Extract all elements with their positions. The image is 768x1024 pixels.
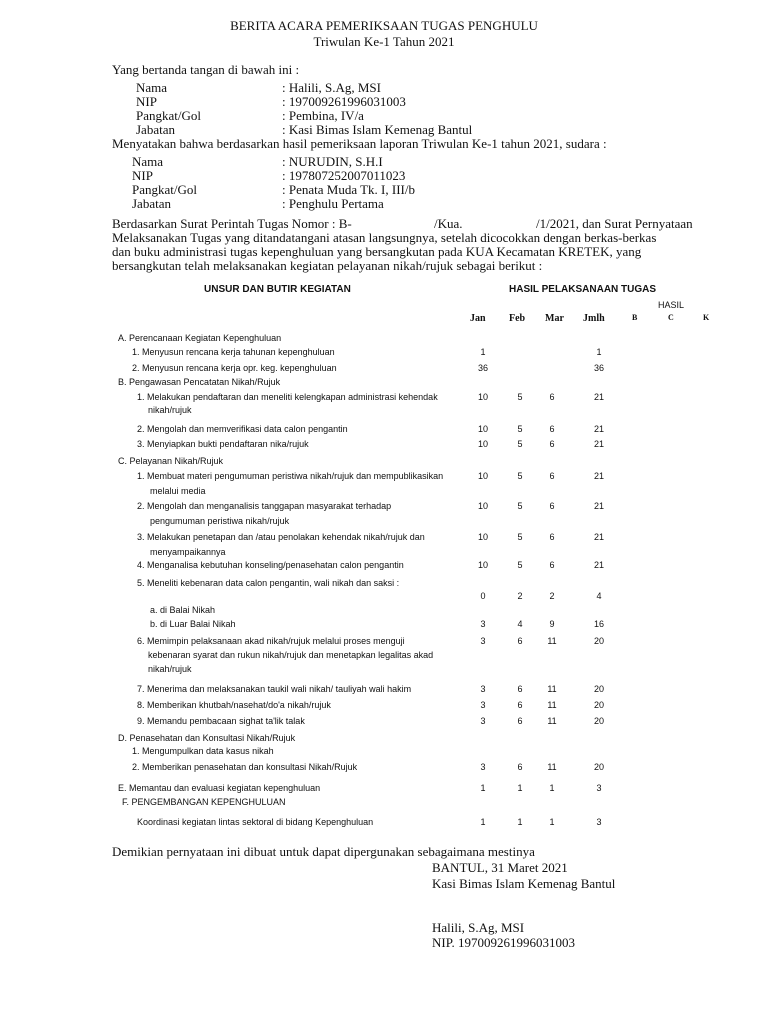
row-value-feb: 4 [517, 619, 523, 629]
row-value-feb: 1 [517, 783, 523, 793]
row-text: b. di Luar Balai Nikah [150, 619, 236, 629]
row-value-mar: 1 [549, 817, 555, 827]
row-value-jan: 3 [480, 636, 486, 646]
row-value-jan: 3 [480, 684, 486, 694]
row-text: 3. Menyiapkan bukti pendaftaran nika/rujuk [137, 439, 309, 449]
row-value-jmlh: 21 [593, 471, 604, 481]
signer-position-value: : Kasi Bimas Islam Kemenag Bantul [282, 122, 473, 137]
signer-nip-label: NIP [136, 94, 157, 109]
signer-rank-label: Pangkat/Gol [136, 108, 201, 123]
row-value-jan: 3 [480, 762, 486, 772]
subject-name-value: : NURUDIN, S.H.I [282, 154, 383, 169]
row-text: 1. Menyusun rencana kerja tahunan kepenghuluan [132, 347, 335, 357]
row-value-mar: 11 [547, 684, 557, 694]
row-value-jan: 1 [480, 783, 486, 793]
row-text: B. Pengawasan Pencatatan Nikah/Rujuk [118, 377, 281, 387]
table-head-right: HASIL PELAKSANAAN TUGAS [509, 284, 657, 295]
row-value-jmlh: 20 [593, 684, 604, 694]
row-value-jmlh: 16 [593, 619, 604, 629]
row-value-mar: 11 [547, 716, 557, 726]
signer-name-label: Nama [136, 80, 168, 95]
row-value-jan: 10 [477, 471, 488, 481]
row-text: 5. Meneliti kebenaran data calon pengantin, wali nikah dan saksi : [137, 578, 400, 588]
signer-rank-value: : Pembina, IV/a [282, 108, 364, 123]
intro-text: Yang bertanda tangan di bawah ini : [112, 62, 300, 77]
paragraph-line-1b: /Kua. [434, 216, 463, 231]
hasil-label: HASIL [658, 300, 685, 310]
signature-position: Kasi Bimas Islam Kemenag Bantul [432, 876, 616, 891]
statement-text: Menyatakan bahwa berdasarkan hasil pemeriksaan laporan Triwulan Ke-1 tahun 2021, sudara : [112, 136, 607, 151]
signer-nip-value: : 197009261996031003 [282, 94, 406, 109]
paragraph-line-3: dan buku administrasi tugas kepenghuluan yang bersangkutan pada KUA Kecamatan KRETEK, yang [112, 244, 642, 259]
row-value-mar: 1 [549, 783, 555, 793]
row-value-mar: 11 [547, 636, 557, 646]
row-value-jan: 10 [477, 439, 488, 449]
row-value-jmlh: 20 [593, 636, 604, 646]
row-value-jmlh: 36 [593, 363, 604, 373]
row-text: 2. Mengolah dan memverifikasi data calon pengantin [137, 424, 348, 434]
row-value-jan: 1 [480, 347, 486, 357]
col-k: K [703, 313, 710, 322]
row-value-feb: 6 [517, 762, 523, 772]
subject-position-label: Jabatan [132, 196, 171, 211]
row-text: pengumuman peristiwa nikah/rujuk [150, 516, 290, 526]
row-value-feb: 5 [517, 560, 523, 570]
closing-text: Demikian pernyataan ini dibuat untuk dapat dipergunakan sebagaimana mestinya [112, 844, 535, 859]
signer-position-label: Jabatan [136, 122, 175, 137]
col-c: C [668, 313, 674, 322]
row-text: 9. Memandu pembacaan sighat ta'lik talak [137, 716, 305, 726]
col-mar: Mar [545, 313, 564, 324]
row-value-mar: 6 [549, 532, 555, 542]
col-b: B [632, 313, 638, 322]
row-value-jan: 3 [480, 716, 486, 726]
row-value-jmlh: 20 [593, 762, 604, 772]
row-text: C. Pelayanan Nikah/Rujuk [118, 456, 224, 466]
row-value-jmlh: 21 [593, 501, 604, 511]
row-value-mar: 11 [547, 762, 557, 772]
row-value-feb: 5 [517, 532, 523, 542]
row-text: 2. Memberikan penasehatan dan konsultasi Nikah/Rujuk [132, 762, 358, 772]
row-text: A. Perencanaan Kegiatan Kepenghuluan [118, 333, 282, 343]
table-head-left: UNSUR DAN BUTIR KEGIATAN [204, 284, 351, 295]
row-value-feb: 6 [517, 636, 523, 646]
row-text: melalui media [150, 486, 206, 496]
row-value-jmlh: 4 [596, 591, 602, 601]
row-value-jan: 10 [477, 560, 488, 570]
row-text: 6. Memimpin pelaksanaan akad nikah/rujuk melalui proses menguji [137, 636, 405, 646]
row-value-feb: 6 [517, 684, 523, 694]
row-value-feb: 5 [517, 471, 523, 481]
row-value-jan: 10 [477, 392, 488, 402]
row-text: 4. Menganalisa kebutuhan konseling/penasehatan calon pengantin [137, 560, 404, 570]
row-value-mar: 6 [549, 424, 555, 434]
row-value-jmlh: 3 [596, 817, 602, 827]
row-text: 2. Mengolah dan menganalisis tanggapan masyarakat terhadap [137, 501, 392, 511]
row-text: 1. Mengumpulkan data kasus nikah [132, 746, 274, 756]
row-value-jmlh: 21 [593, 392, 604, 402]
row-value-mar: 6 [549, 439, 555, 449]
subject-rank-value: : Penata Muda Tk. I, III/b [282, 182, 415, 197]
row-value-feb: 6 [517, 716, 523, 726]
signature-place-date: BANTUL, 31 Maret 2021 [432, 860, 568, 875]
row-value-mar: 11 [547, 700, 557, 710]
signature-name: Halili, S.Ag, MSI [432, 920, 525, 935]
row-value-jan: 10 [477, 501, 488, 511]
row-text: 1. Melakukan pendaftaran dan meneliti kelengkapan administrasi kehendak [137, 392, 438, 402]
row-text: nikah/rujuk [148, 405, 192, 415]
subject-nip-label: NIP [132, 168, 153, 183]
row-value-feb: 5 [517, 501, 523, 511]
document-title: BERITA ACARA PEMERIKSAAN TUGAS PENGHULU [230, 18, 538, 33]
row-value-jan: 3 [480, 700, 486, 710]
row-text: 1. Membuat materi pengumuman peristiwa nikah/rujuk dan mempublikasikan [137, 471, 444, 481]
row-value-mar: 6 [549, 471, 555, 481]
row-text: E. Memantau dan evaluasi kegiatan kepenghuluan [118, 783, 321, 793]
row-value-jmlh: 3 [596, 783, 602, 793]
row-text: D. Penasehatan dan Konsultasi Nikah/Rujuk [118, 733, 296, 743]
subject-name-label: Nama [132, 154, 164, 169]
row-value-jmlh: 20 [593, 700, 604, 710]
signer-name-value: : Halili, S.Ag, MSI [282, 80, 381, 95]
row-value-mar: 6 [549, 501, 555, 511]
row-value-jmlh: 21 [593, 560, 604, 570]
row-value-feb: 1 [517, 817, 523, 827]
row-value-jan: 1 [480, 817, 486, 827]
row-value-jmlh: 21 [593, 439, 604, 449]
paragraph-line-1c: /1/2021, dan Surat Pernyataan [536, 216, 693, 231]
paragraph-line-4: bersangkutan telah melaksanakan kegiatan pelayanan nikah/rujuk sebagai berikut : [112, 258, 543, 273]
document-subtitle: Triwulan Ke-1 Tahun 2021 [313, 34, 455, 49]
row-value-feb: 5 [517, 392, 523, 402]
col-jmlh: Jmlh [583, 313, 605, 324]
row-value-mar: 9 [549, 619, 555, 629]
row-text: Koordinasi kegiatan lintas sektoral di bidang Kepenghuluan [137, 817, 374, 827]
row-value-jan: 3 [480, 619, 486, 629]
row-value-jmlh: 20 [593, 716, 604, 726]
row-text: 7. Menerima dan melaksanakan taukil wali nikah/ tauliyah wali hakim [137, 684, 412, 694]
row-value-mar: 6 [549, 560, 555, 570]
subject-rank-label: Pangkat/Gol [132, 182, 197, 197]
row-value-feb: 5 [517, 424, 523, 434]
paragraph-line-2: Melaksanakan Tugas yang ditandatangani atasan langsungnya, setelah dicocokkan dengan berkas-berkas [112, 230, 657, 245]
row-value-jan: 0 [480, 591, 486, 601]
row-text: menyampaikannya [150, 547, 226, 557]
subject-nip-value: : 197807252007011023 [282, 168, 406, 183]
paragraph-line-1a: Berdasarkan Surat Perintah Tugas Nomor : B- [112, 216, 352, 231]
row-text: 3. Melakukan penetapan dan /atau penolakan kehendak nikah/rujuk dan [137, 532, 425, 542]
col-feb: Feb [509, 313, 526, 324]
row-text: kebenaran syarat dan rukun nikah/rujuk dan menetapkan legalitas akad [148, 650, 434, 660]
row-value-feb: 6 [517, 700, 523, 710]
row-value-mar: 2 [549, 591, 555, 601]
row-value-jan: 10 [477, 532, 488, 542]
row-value-feb: 2 [517, 591, 523, 601]
signature-nip: NIP. 197009261996031003 [432, 935, 576, 950]
row-value-mar: 6 [549, 392, 555, 402]
row-value-jmlh: 21 [593, 532, 604, 542]
row-text: F. PENGEMBANGAN KEPENGHULUAN [122, 797, 286, 807]
row-value-jan: 10 [477, 424, 488, 434]
row-text: 2. Menyusun rencana kerja opr. keg. kepenghuluan [132, 363, 337, 373]
subject-position-value: : Penghulu Pertama [282, 196, 384, 211]
col-jan: Jan [470, 313, 486, 324]
row-text: nikah/rujuk [148, 664, 192, 674]
row-text: a. di Balai Nikah [150, 605, 216, 615]
row-value-jmlh: 21 [593, 424, 604, 434]
row-value-jan: 36 [477, 363, 488, 373]
row-text: 8. Memberikan khutbah/nasehat/do'a nikah/rujuk [137, 700, 331, 710]
row-value-feb: 5 [517, 439, 523, 449]
row-value-jmlh: 1 [596, 347, 602, 357]
